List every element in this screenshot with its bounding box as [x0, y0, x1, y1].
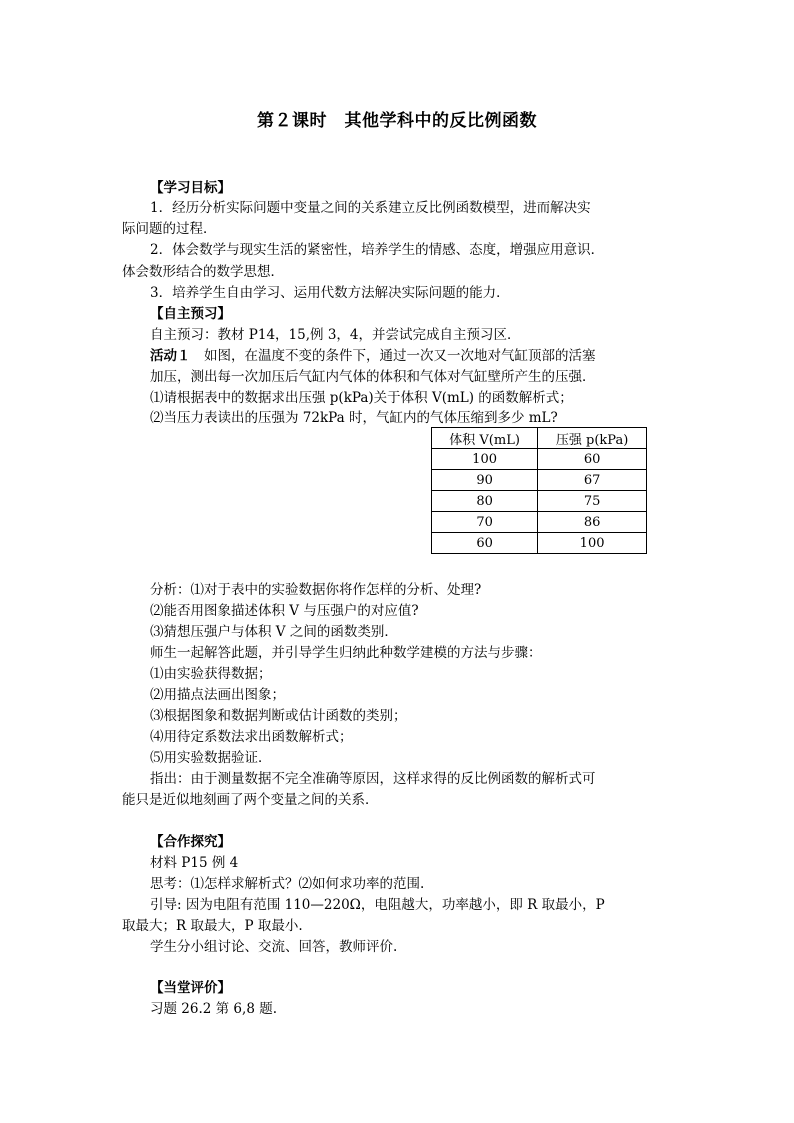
table-header-row [432, 428, 647, 449]
explore-guide-1: 引导: 因为电阻有范围 110—220Ω，电阻越大，功率越小，即 R 取最小，P [150, 897, 605, 913]
table-cell-pressure: 86 [538, 512, 647, 533]
step-5: ⑸用实验数据验证． [150, 750, 272, 766]
table-row [432, 470, 647, 491]
evaluation-heading: 【当堂评价】 [150, 980, 231, 996]
question-1: ⑴请根据表中的数据求出压强 p(kPa)关于体积 V(mL) 的函数解析式； [150, 390, 573, 406]
volume-pressure-table [431, 427, 647, 554]
table-header-volume: 体积 V(mL) [432, 428, 538, 449]
goal-1-line-1: 1．经历分析实际问题中变量之间的关系建立反比例函数模型，进而解决实 [150, 200, 591, 216]
explore-discussion: 学生分小组讨论、交流、回答，教师评价. [150, 939, 398, 955]
note-line-1: 指出：由于测量数据不完全准确等原因，这样求得的反比例函数的解析式可 [150, 771, 596, 787]
table-row [432, 533, 647, 554]
explore-material: 材料 P15 例 4 [150, 855, 239, 871]
analysis-4: 师生一起解答此题，并引导学生归纳此种数学建模的方法与步骤： [150, 645, 542, 661]
activity-1-line-1 [150, 346, 596, 366]
table-cell-volume: 60 [432, 533, 538, 554]
analysis-2: ⑵能否用图象描述体积 V 与压强户的对应值? [150, 603, 419, 619]
activity-1-text: 如图，在温度不变的条件下，通过一次又一次地对气缸顶部的活塞 [190, 348, 596, 364]
table-row [432, 512, 647, 533]
page-title: 第２课时 其他学科中的反比例函数 [257, 111, 537, 131]
table-cell-pressure: 60 [538, 449, 647, 470]
goal-3: 3．培养学生自由学习、运用代数方法解决实际问题的能力． [150, 285, 510, 301]
table-cell-pressure: 100 [538, 533, 647, 554]
table-cell-volume: 100 [432, 449, 538, 470]
explore-think: 思考：⑴怎样求解析式？⑵如何求功率的范围. [150, 876, 425, 892]
activity-1-line-2: 加压，测出每一次加压后气缸内气体的体积和气体对气缸壁所产生的压强． [150, 369, 596, 385]
step-3: ⑶根据图象和数据判断或估计函数的类别； [150, 708, 407, 724]
table-cell-volume: 70 [432, 512, 538, 533]
goals-heading: 【学习目标】 [150, 180, 231, 196]
preview-instruction: 自主预习：教材 P14，15,例 3，4，并尝试完成自主预习区． [150, 327, 521, 343]
table-cell-volume: 90 [432, 470, 538, 491]
explore-guide-2: 取最大；R 取最大，P 取最小. [122, 918, 303, 934]
note-line-2: 能只是近似地刻画了两个变量之间的关系． [122, 792, 379, 808]
preview-heading: 【自主预习】 [150, 306, 231, 322]
goal-1-line-2: 际问题的过程． [122, 221, 217, 237]
analysis-3: ⑶猜想压强户与体积 V 之间的函数类别． [150, 624, 398, 640]
step-1: ⑴由实验获得数据； [150, 666, 272, 682]
table-cell-pressure: 75 [538, 491, 647, 512]
table-row [432, 449, 647, 470]
step-2: ⑵用描点法画出图象； [150, 687, 285, 703]
step-4: ⑷用待定系数法求出函数解析式； [150, 729, 353, 745]
goal-2-line-1: 2．体会数学与现实生活的紧密性，培养学生的情感、态度，增强应用意识． [150, 242, 605, 258]
question-2: ⑵当压力表读出的压强为 72kPa 时，气缸内的气体压缩到多少 mL? [150, 410, 558, 426]
evaluation-exercise: 习题 26.2 第 6,8 题. [150, 1001, 277, 1017]
table-row [432, 491, 647, 512]
analysis-1: 分析：⑴对于表中的实验数据你将作怎样的分析、处理? [150, 582, 482, 598]
activity-1-label: 活动１ [150, 348, 191, 364]
explore-heading: 【合作探究】 [150, 834, 231, 850]
table-cell-volume: 80 [432, 491, 538, 512]
table-cell-pressure: 67 [538, 470, 647, 491]
goal-2-line-2: 体会数形结合的数学思想． [122, 264, 284, 280]
table-header-pressure: 压强 p(kPa) [538, 428, 647, 449]
